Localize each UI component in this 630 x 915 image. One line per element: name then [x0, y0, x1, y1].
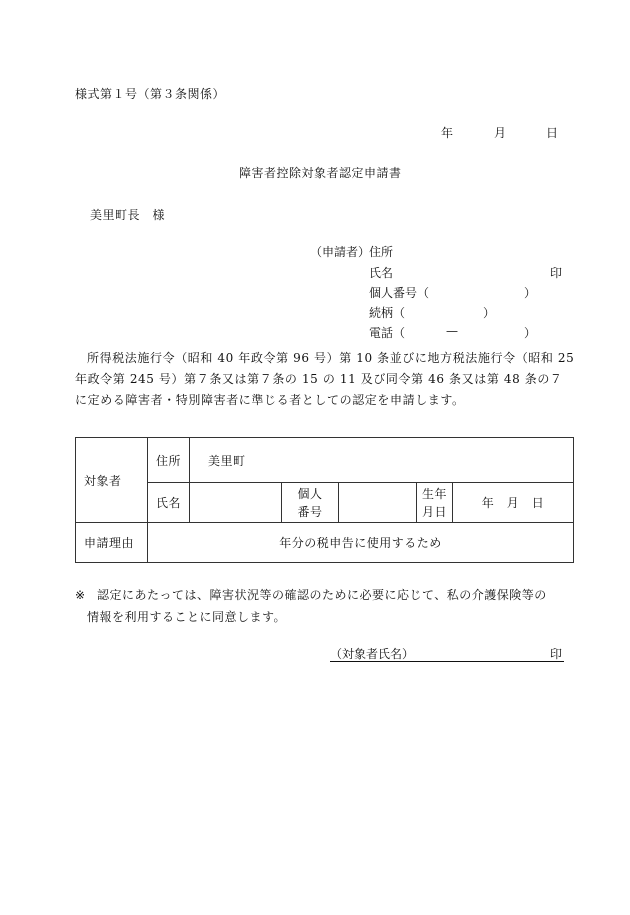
- applicant-relation-close: ）: [483, 306, 496, 320]
- subject-address-value[interactable]: 美里町: [190, 438, 574, 483]
- subject-address-label: 住所: [148, 438, 190, 483]
- subject-name-field[interactable]: [190, 483, 282, 523]
- consent-notice-line1: 認定にあたっては、障害状況等の確認のために必要に応じて、私の介護保険等の: [97, 588, 547, 602]
- applicant-address-label: 住所: [369, 245, 394, 259]
- subject-name-label: 氏名: [148, 483, 190, 523]
- applicant-phone-label: 電話（: [369, 326, 406, 340]
- applicant-phone-dash: —: [446, 324, 458, 338]
- reference-mark: ※: [75, 588, 86, 602]
- mynumber-label-line2: 番号: [297, 504, 323, 519]
- applicant-name-label: 氏名: [369, 266, 394, 280]
- applicant-relation-label: 続柄（: [369, 306, 406, 320]
- consent-notice-line2: 情報を利用することに同意します。: [87, 610, 287, 624]
- applicant-label: （申請者）: [310, 245, 371, 259]
- applicant-mynumber-label: 個人番号（: [369, 286, 430, 300]
- form-number: 様式第１号（第３条関係）: [75, 87, 226, 101]
- subject-mynumber-label: [282, 483, 339, 523]
- subject-table: [75, 437, 574, 563]
- reason-value[interactable]: 年分の税申告に使用するため: [148, 523, 574, 563]
- subject-birth-value[interactable]: 年 月 日: [453, 483, 574, 523]
- signature-label: （対象者氏名）: [330, 647, 415, 661]
- subject-label: 対象者: [76, 438, 148, 523]
- birth-label-line1: 生年: [421, 486, 447, 501]
- applicant-mynumber-close: ）: [524, 286, 537, 300]
- date-day-label: 日: [546, 126, 559, 140]
- reason-label: 申請理由: [76, 523, 148, 563]
- consent-notice: [75, 584, 575, 628]
- addressee: 美里町長 様: [90, 208, 166, 222]
- subject-mynumber-field[interactable]: [339, 483, 417, 523]
- applicant-seal: 印: [550, 266, 563, 280]
- date-year-label: 年: [441, 126, 454, 140]
- mynumber-label-line1: 個人: [297, 486, 323, 501]
- application-statement: 所得税法施行令（昭和 40 年政令第 96 号）第 10 条並びに地方税法施行令（昭和 25 年政令第 245 号）第７条又は第７条の 15 の 11 及び同令第 46 条又は第 48 条の７に定める障害者・特別障害者に準じる者としての認定を申請します。: [75, 351, 575, 407]
- applicant-phone-close: ）: [524, 326, 537, 340]
- date-month-label: 月: [494, 126, 507, 140]
- birth-label-line2: 月日: [421, 504, 447, 519]
- signature-seal: 印: [550, 647, 563, 661]
- document-title: 障害者控除対象者認定申請書: [239, 166, 402, 180]
- subject-birth-label: [417, 483, 453, 523]
